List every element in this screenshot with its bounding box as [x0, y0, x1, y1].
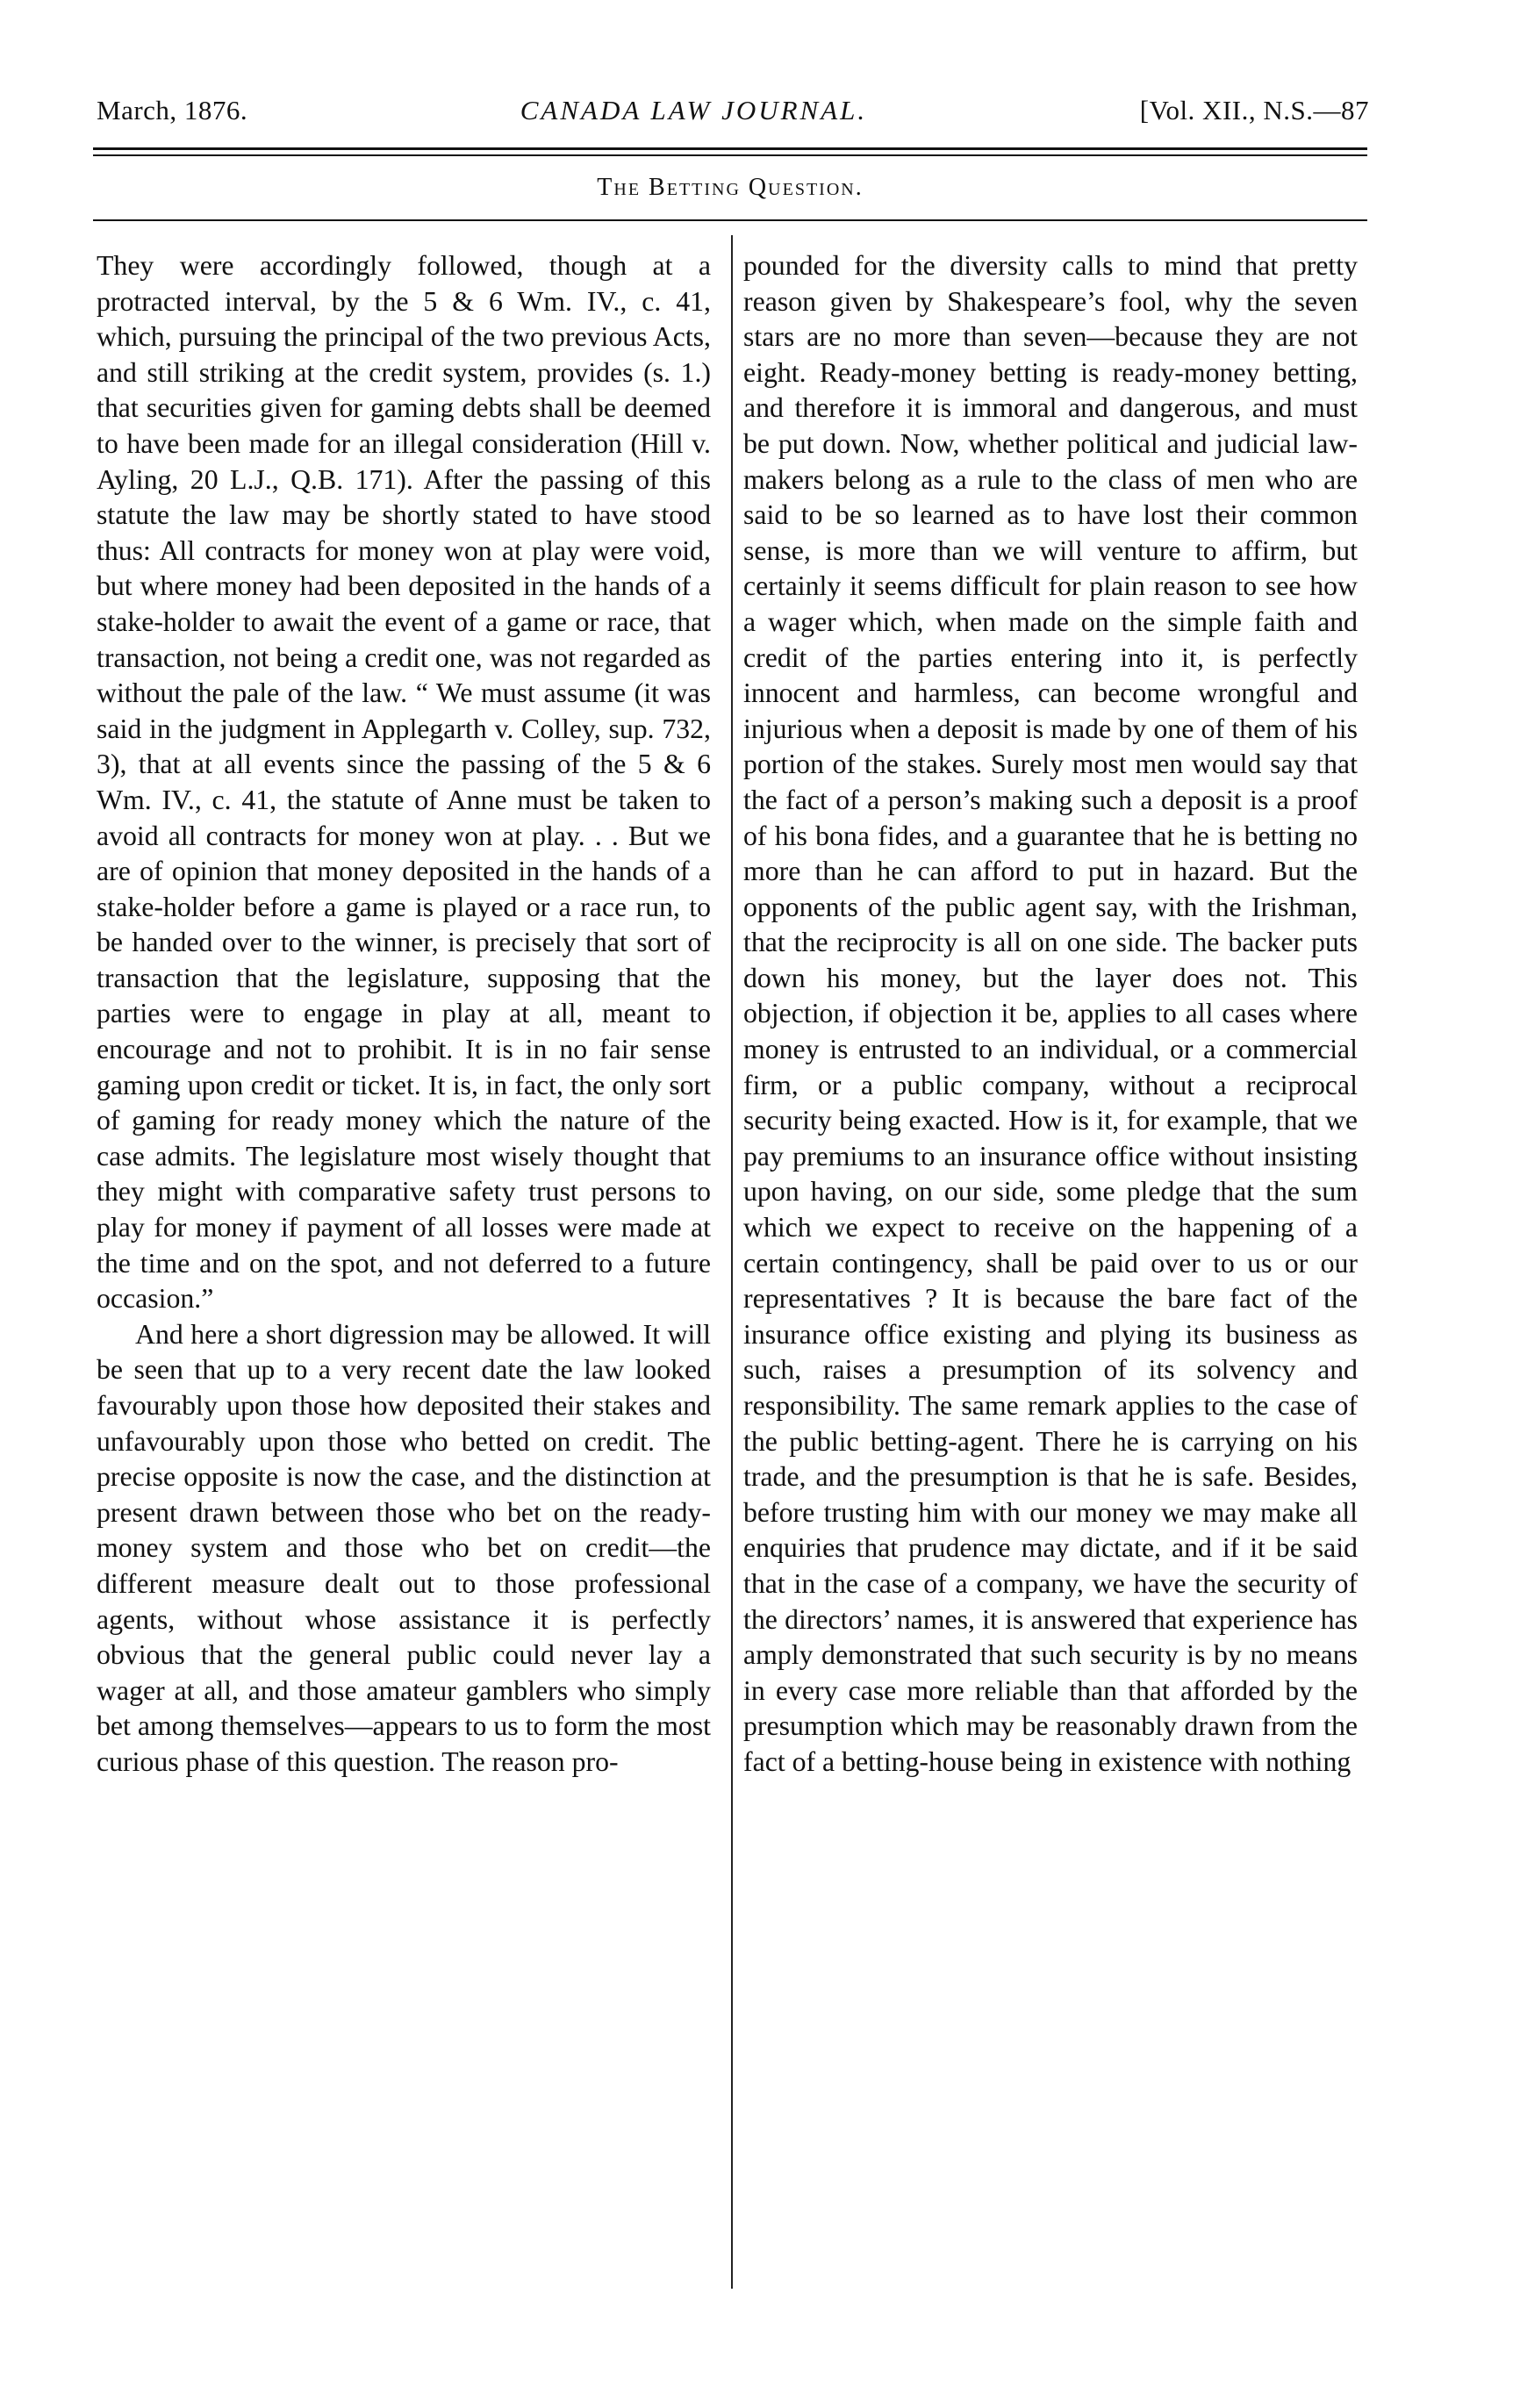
issue-date: March, 1876.: [97, 95, 248, 125]
column-divider: [731, 235, 733, 2289]
right-paragraph-1: pounded for the diversity calls to mind that pretty reason given by Shakespeare’s fool, why the seven stars are no more than seven—because they are not eight. Ready-money betting is ready-money betting, and therefore it is immoral and dangerous, and must be put down. Now, whether political and judicial law-makers belong as a rule to the class of men who are said to be so learned as to have lost their common sense, is more than we will venture to affirm, but certainly it seems difficult for plain reason to see how a wager which, when made on the simple faith and credit of the parties entering into it, is perfectly innocent and harmless, can become wrongful and injurious when a deposit is made by one of them of his portion of the stakes. Surely most men would say that the fact of a person’s making such a deposit is a proof of his bona fides, and a guarantee that he is betting no more than he can afford to put in hazard. But the opponents of the public agent say, with the Irishman, that the reciprocity is all on one side. The backer puts down his money, but the layer does not. This objection, if objection it be, applies to all cases where money is entrusted to an individual, or a commercial firm, or a public company, without a reciprocal security being exacted. How is it, for example, that we pay premiums to an insurance office without insisting upon having, on our side, some pledge that the sum which we expect to receive on the happening of a certain contingency, shall be paid over to us or our representatives ? It is because the bare fact of the insurance office existing and plying its business as such, raises a presumption of its solvency and responsibility. The same remark applies to the case of the public betting-agent. There he is carrying on his trade, and the presumption is that he is safe. Besides, before trusting him with our money we may make all enquiries that prudence may dictate, and if it be said that in the case of a company, we have the security of the directors’ names, it is answered that experience has amply demonstrated that such security is by no means in every case more reliable than that afforded by the presumption which may be reasonably drawn from the fact of a betting-house being in existence with nothing: [743, 250, 1358, 1777]
left-column: [97, 248, 711, 1781]
section-rule: [93, 219, 1367, 221]
header-double-rule: [93, 147, 1367, 156]
right-column: [743, 248, 1358, 1781]
section-title: The Betting Question.: [597, 174, 864, 201]
left-paragraph-2: And here a short digression may be allowed. It will be seen that up to a very recent date the law looked favourably upon those how deposited their stakes and unfavourably upon those who betted on credit. The precise opposite is now the case, and the distinction at present drawn between those who bet on the ready-money system and those who bet on credit—the different measure dealt out to those professional agents, without whose assistance it is perfectly obvious that the general public could never lay a wager at all, and those amateur gamblers who simply bet among themselves—appears to us to form the most curious phase of this question. The reason pro-: [97, 1318, 711, 1777]
volume-page-number: [Vol. XII., N.S.—87: [1139, 95, 1369, 125]
running-header: [97, 95, 1369, 137]
left-paragraph-1: They were accordingly followed, though at a protracted interval, by the 5 & 6 Wm. IV., c. 41, which, pursuing the principal of the two previous Acts, and still striking at the credit system, provides (s. 1.) that securities given for gaming debts shall be deemed to have been made for an illegal consideration (Hill v. Ayling, 20 L.J., Q.B. 171). After the passing of this statute the law may be shortly stated to have stood thus: All contracts for money won at play were void, but where money had been deposited in the hands of a stake-holder to await the event of a game or race, that transaction, not being a credit one, was not regarded as without the pale of the law. “ We must assume (it was said in the judgment in Applegarth v. Colley, sup. 732, 3), that at all events since the passing of the 5 & 6 Wm. IV., c. 41, the statute of Anne must be taken to avoid all contracts for money won at play. . . But we are of opinion that money deposited in the hands of a stake-holder before a game is played or a race run, to be handed over to the winner, is precisely that sort of transaction that the legislature, supposing that the parties were to engage in play at all, meant to encourage and not to prohibit. It is in no fair sense gaming upon credit or ticket. It is, in fact, the only sort of gaming for ready money which the nature of the case admits. The legislature most wisely thought that they might with comparative safety trust persons to play for money if payment of all losses were made at the time and on the spot, and not deferred to a future occasion.”: [97, 250, 711, 1315]
journal-title: CANADA LAW JOURNAL.: [520, 95, 868, 125]
